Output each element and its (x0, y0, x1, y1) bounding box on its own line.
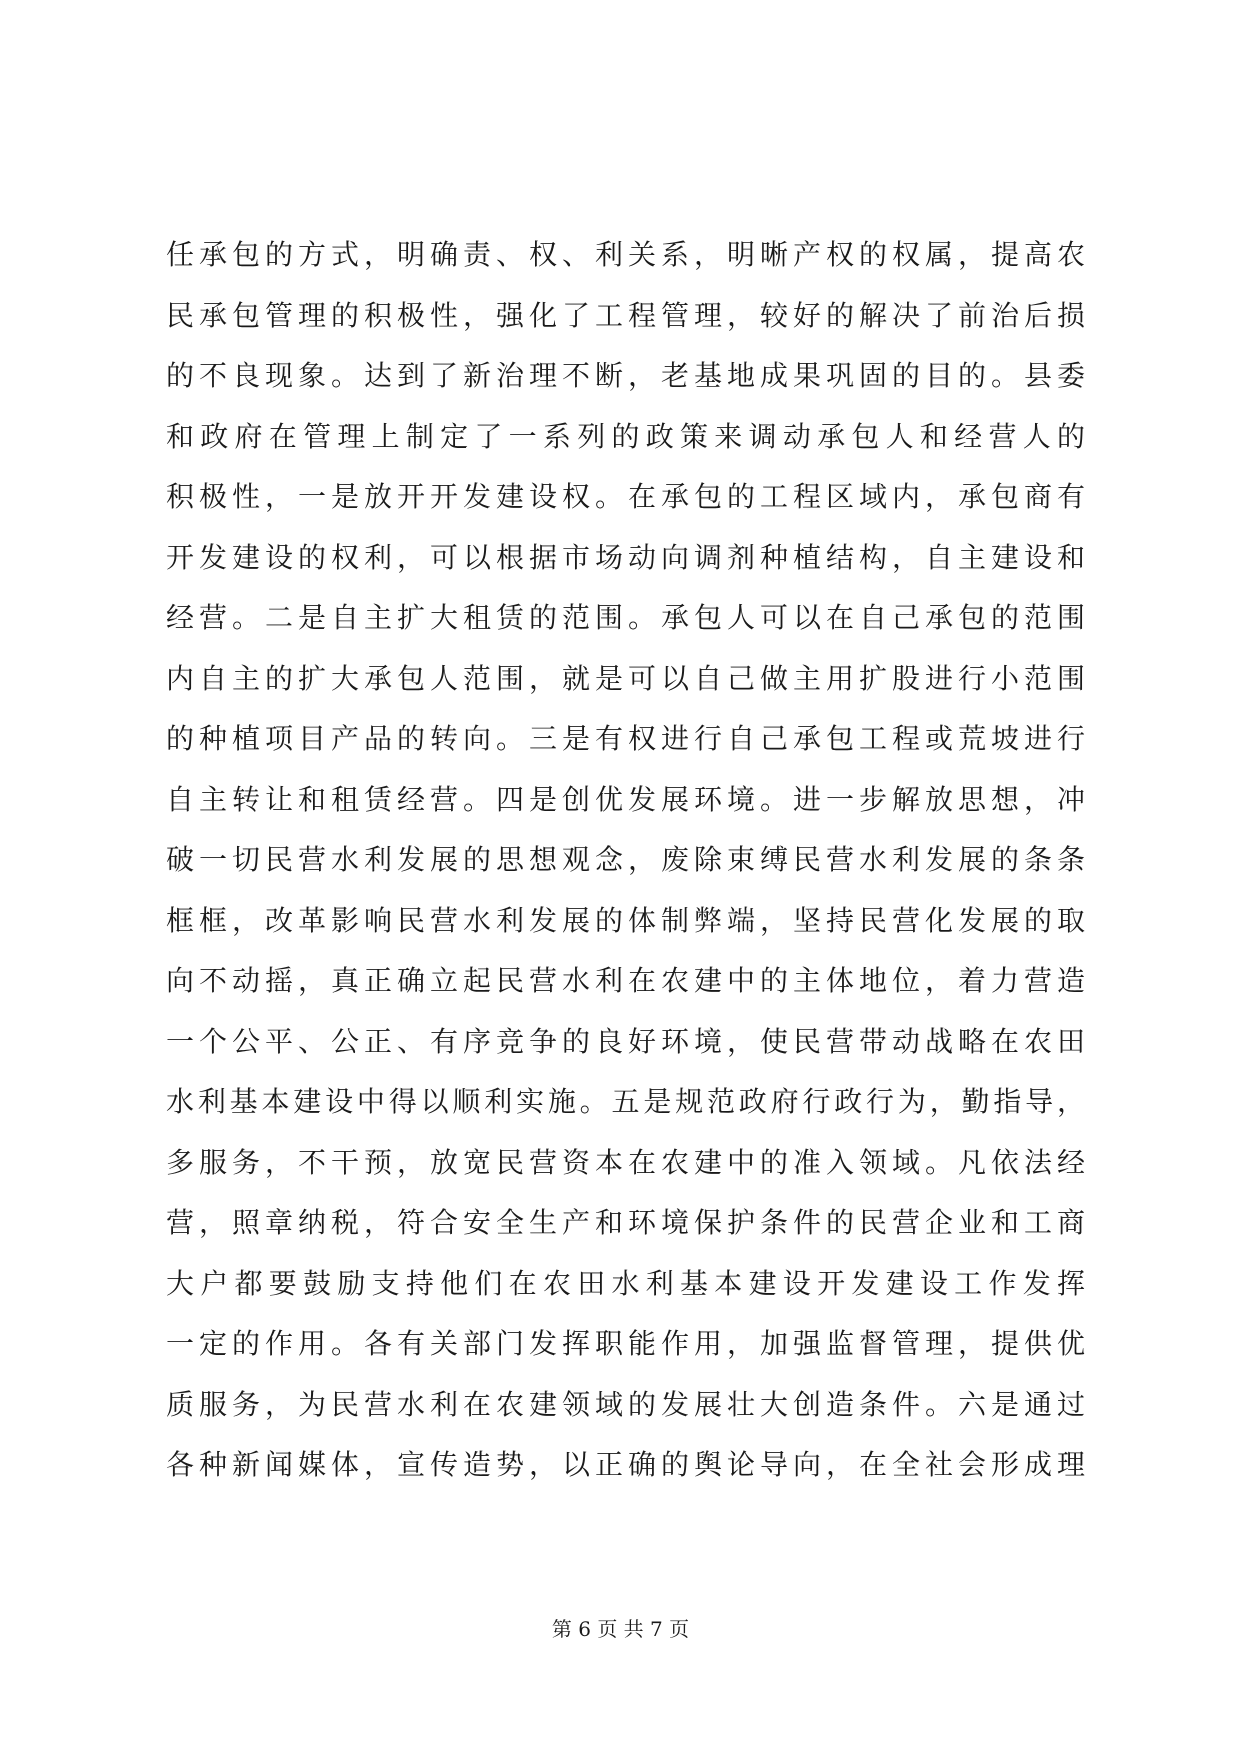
text-line: 和政府在管理上制定了一系列的政策来调动承包人和经营人的 (166, 419, 1086, 453)
body-paragraph (166, 225, 1086, 1496)
text-line: 任承包的方式，明确责、权、利关系，明晰产权的权属，提高农 (166, 238, 1086, 271)
text-line: 的不良现象。达到了新治理不断，老基地成果巩固的目的。县委 (166, 359, 1086, 392)
text-line: 自主转让和租赁经营。四是创优发展环境。进一步解放思想，冲 (166, 782, 1086, 816)
text-line: 营，照章纳税，符合安全生产和环境保护条件的民营企业和工商 (166, 1206, 1086, 1239)
text-line: 民承包管理的积极性，强化了工程管理，较好的解决了前治后损 (166, 298, 1086, 332)
text-line: 向不动摇，真正确立起民营水利在农建中的主体地位，着力营造 (166, 964, 1086, 997)
text-line: 积极性，一是放开开发建设权。在承包的工程区域内，承包商有 (166, 480, 1086, 513)
text-line: 质服务，为民营水利在农建领域的发展壮大创造条件。六是通过 (166, 1387, 1086, 1421)
text-line: 一定的作用。各有关部门发挥职能作用，加强监督管理，提供优 (166, 1327, 1086, 1360)
text-line: 框框，改革影响民营水利发展的体制弊端，坚持民营化发展的取 (166, 903, 1086, 937)
text-line: 的种植项目产品的转向。三是有权进行自己承包工程或荒坡进行 (166, 722, 1086, 755)
text-line: 一个公平、公正、有序竞争的良好环境，使民营带动战略在农田 (166, 1024, 1086, 1058)
text-line: 大户都要鼓励支持他们在农田水利基本建设开发建设工作发挥 (166, 1266, 1086, 1300)
text-line: 内自主的扩大承包人范围，就是可以自己做主用扩股进行小范围 (166, 661, 1086, 695)
text-line: 经营。二是自主扩大租赁的范围。承包人可以在自己承包的范围 (166, 601, 1086, 634)
text-line: 开发建设的权利，可以根据市场动向调剂种植结构，自主建设和 (166, 540, 1086, 574)
text-line: 多服务，不干预，放宽民营资本在农建中的准入领域。凡依法经 (166, 1145, 1086, 1179)
text-line: 破一切民营水利发展的思想观念，废除束缚民营水利发展的条条 (166, 843, 1086, 876)
page-number-footer: 第 6 页 共 7 页 (551, 1617, 690, 1641)
text-line: 水利基本建设中得以顺利实施。五是规范政府行政行为，勤指导， (166, 1085, 1086, 1118)
text-line: 各种新闻媒体，宣传造势，以正确的舆论导向，在全社会形成理 (166, 1448, 1086, 1481)
